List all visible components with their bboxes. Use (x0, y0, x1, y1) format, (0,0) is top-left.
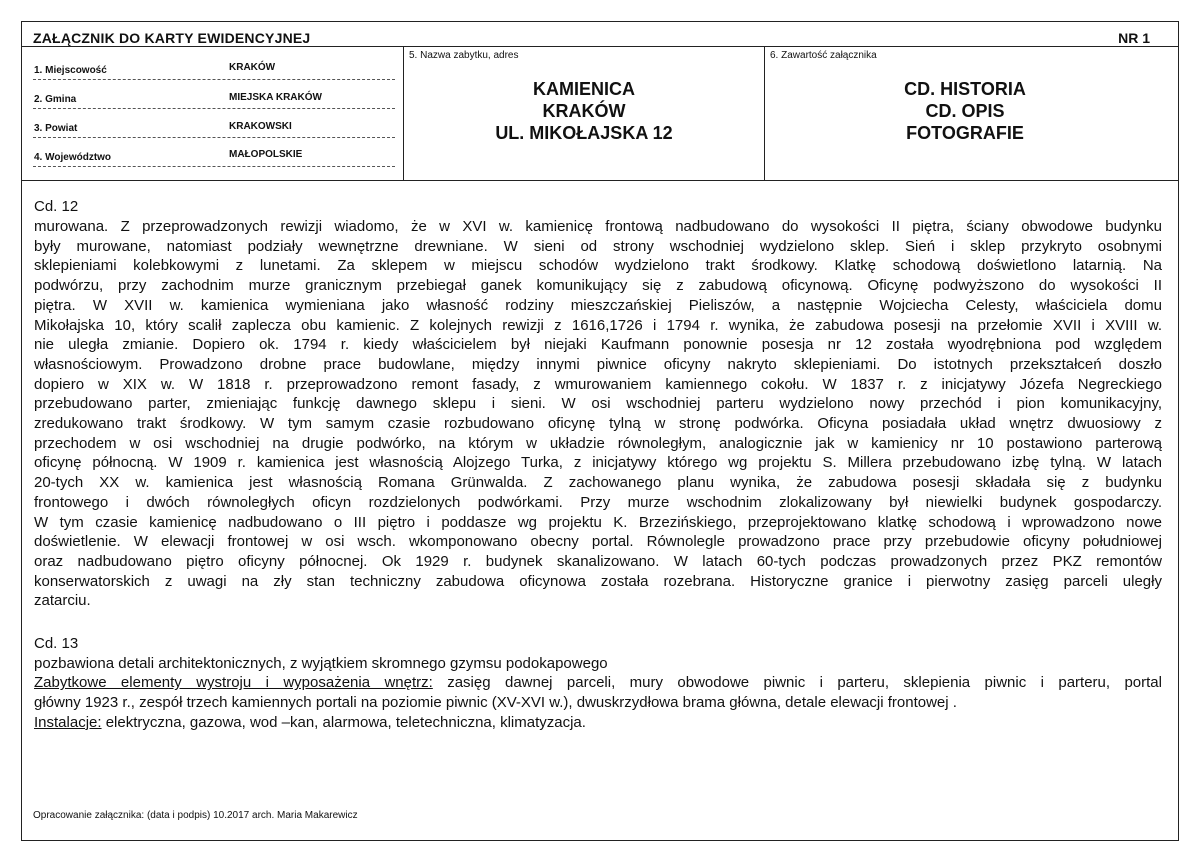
monument-name-line: KRAKÓW (542, 101, 626, 121)
elements-text: zasięg dawnej parceli, mury obwodowe piwnic i parteru, sklepienia piwnic i parteru, portal (432, 674, 1162, 692)
elements-line (34, 673, 1162, 693)
installations-text: elektryczna, gazowa, wod –kan, alarmowa, teletechniczna, klimatyzacja. (101, 713, 586, 731)
text-line: przechodem w osi wschodniej na drugie podwórko, na którym w układzie równoległym, analogicznie jak w kamienicy nr 10 postawiono parterową (34, 434, 1162, 452)
text-line: zredukowano trakt środkowy. W tym samym czasie rozbudowano oficynę tylną w stronę podwórka. Oficyna posiadała układ wnętrz dwuosiowy z (34, 415, 1162, 433)
footer-signature: Opracowanie załącznika: (data i podpis) 10.2017 arch. Maria Makarewicz (33, 810, 358, 821)
field-value-wojewodztwo: MAŁOPOLSKIE (229, 149, 303, 160)
description-section (34, 634, 1162, 733)
document-number: NR 1 (1118, 30, 1150, 46)
field-label-wojewodztwo: 4. Województwo (34, 152, 112, 163)
attachment-contents-line: CD. OPIS (925, 101, 1005, 121)
text-line: W tym czasie kamienicę nadbudowano o III piętro i poddasze wg projektu K. Brzezińskiego, przeprojektowano klatkę schodową i wprowadzono nowe (34, 513, 1162, 531)
header-top-line (22, 46, 1178, 47)
text-line: doświetlenie. W elewacji frontowej w osi wsch. wkomponowano obecny portal. Równolegle prowadzono prace przy przebudowie oficyny południowej (34, 533, 1162, 551)
monument-name-line: UL. MIKOŁAJSKA 12 (495, 123, 673, 143)
monument-name-line: KAMIENICA (533, 79, 635, 99)
attachment-contents-line: FOTOGRAFIE (906, 123, 1024, 143)
text-line: zatarciu. (34, 592, 91, 610)
text-line: sklepieniami kolebkowymi z lunetami. Za sklepem w miejscu schodów wydzielono trakt środkowy. Klatkę schodową doświetlono latarnią. Na (34, 257, 1162, 275)
section-heading: Cd. 13 (34, 635, 79, 652)
text-line: oraz nadbudowano piętro oficyny północnej. Ok 1929 r. budynek skanalizowano. W latach 60-tych podczas prowadzonych przez PKZ remontów (34, 552, 1162, 570)
text-line: pozbawiona detali architektonicznych, z wyjątkiem skromnego gzymsu podokapowego (34, 654, 608, 672)
attachment-contents-line: CD. HISTORIA (904, 79, 1026, 99)
field-label-powiat: 3. Powiat (34, 123, 78, 134)
box5-label: 5. Nazwa zabytku, adres (409, 50, 519, 61)
elements-label: Zabytkowe elementy wystroju i wyposażenia wnętrz: (34, 674, 433, 692)
text-line: dopiero w XIX w. W 1818 r. przeprowadzono remont fasady, z wmurowaniem kamiennego cokołu. W 1837 r. z inicjatywy Józefa Negreckiego (34, 375, 1162, 393)
field-label-gmina: 2. Gmina (34, 94, 77, 105)
field-value-gmina: MIEJSKA KRAKÓW (229, 92, 322, 103)
document-title: ZAŁĄCZNIK DO KARTY EWIDENCYJNEJ (33, 30, 311, 46)
installations-label: Instalacje: (34, 713, 102, 731)
field-value-powiat: KRAKOWSKI (229, 121, 292, 132)
field-value-miejscowosc: KRAKÓW (229, 62, 276, 73)
attachment-contents (765, 78, 1165, 144)
section-heading: Cd. 12 (34, 198, 79, 215)
history-text (34, 217, 1162, 611)
text-line: Mikołajska 10, który scalił zaplecza obu kamienic. Z kolejnych rewizji z 1616,1726 i 1794 r. wynika, że zabudowa posesji na przełomie XVII i XVIII w. (34, 316, 1162, 334)
field-label-miejscowosc: 1. Miejscowość (34, 65, 107, 76)
text-line: główny 1923 r., zespół trzech kamiennych portali na poziomie piwnic (XV-XVI w.), dwuskrzydłowa brama główna, detale elewacji frontowej . (34, 694, 957, 712)
field-underline (33, 79, 395, 80)
monument-name (404, 78, 764, 144)
header-bottom-line (22, 180, 1178, 181)
text-line: były murowane, natomiast podziały wewnętrzne drewniane. W sieni od strony wschodniej wydzielono sklep. Sień i sklep przykryto osobnymi (34, 237, 1162, 255)
text-line: murowana. Z przeprowadzonych rewizji wiadomo, że w XVI w. kamienicę frontową nadbudowano do wysokości II piętra, ściany obwodowe budynku (34, 218, 1162, 235)
text-line: podwórzu, przy zachodnim murze granicznym przebiegał ganek komunikujący się z zabudową oficynową. Oficynę podwyższono do wysokości II (34, 277, 1162, 295)
box6-label: 6. Zawartość załącznika (770, 50, 877, 61)
text-line: piętra. W XVII w. kamienica wymieniana jako własność rodziny mieszczańskiej Pieliszów, a następnie Wojciecha Celesty, właściciela domu (34, 296, 1162, 314)
text-line: konserwatorskich z uwagi na zły stan techniczny zabudowa oficynowa została rozebrana. Historyczne granice i pierwotny zasięg parceli uległy (34, 572, 1162, 590)
text-line: nie uległa zmianie. Dopiero ok. 1794 r. kiedy właścicielem był niejaki Kaufmann ponownie posesja nr 12 została wyodrębniona pod względem (34, 336, 1162, 354)
text-line: własnościowym. Prowadzono drobne prace budowlane, między innymi piwnice oficyny nakryto sklepieniami. Do istotnych przekształceń doszło (34, 355, 1162, 373)
field-underline (33, 108, 395, 109)
text-line: przebudowano parter, zmieniając funkcję dawnego sklepu i sieni. W osi wschodniej parteru wydzielono nowy przechód i pion komunikacyjny, (34, 395, 1162, 413)
text-line: oficynę północną. W 1909 r. kamienica jest własnością Alojzego Turka, z inicjatywy którego wg projektu S. Millera przebudowano izbę tylną. W latach (34, 454, 1162, 472)
field-underline (33, 166, 395, 167)
installations-line (34, 713, 1162, 733)
text-line: frontowego i dwóch równoległych oficyn rozdzielonych podwórkami. Przy murze wschodnim zlokalizowany był niewielki budynek gospodarczy. (34, 493, 1162, 511)
field-underline (33, 137, 395, 138)
text-line: 20-tych XX w. kamienica jest własnością Romana Grünwalda. Z zachowanego planu wynika, że zabudowa posesji składała się z budynku (34, 474, 1162, 492)
history-section (34, 197, 1162, 217)
